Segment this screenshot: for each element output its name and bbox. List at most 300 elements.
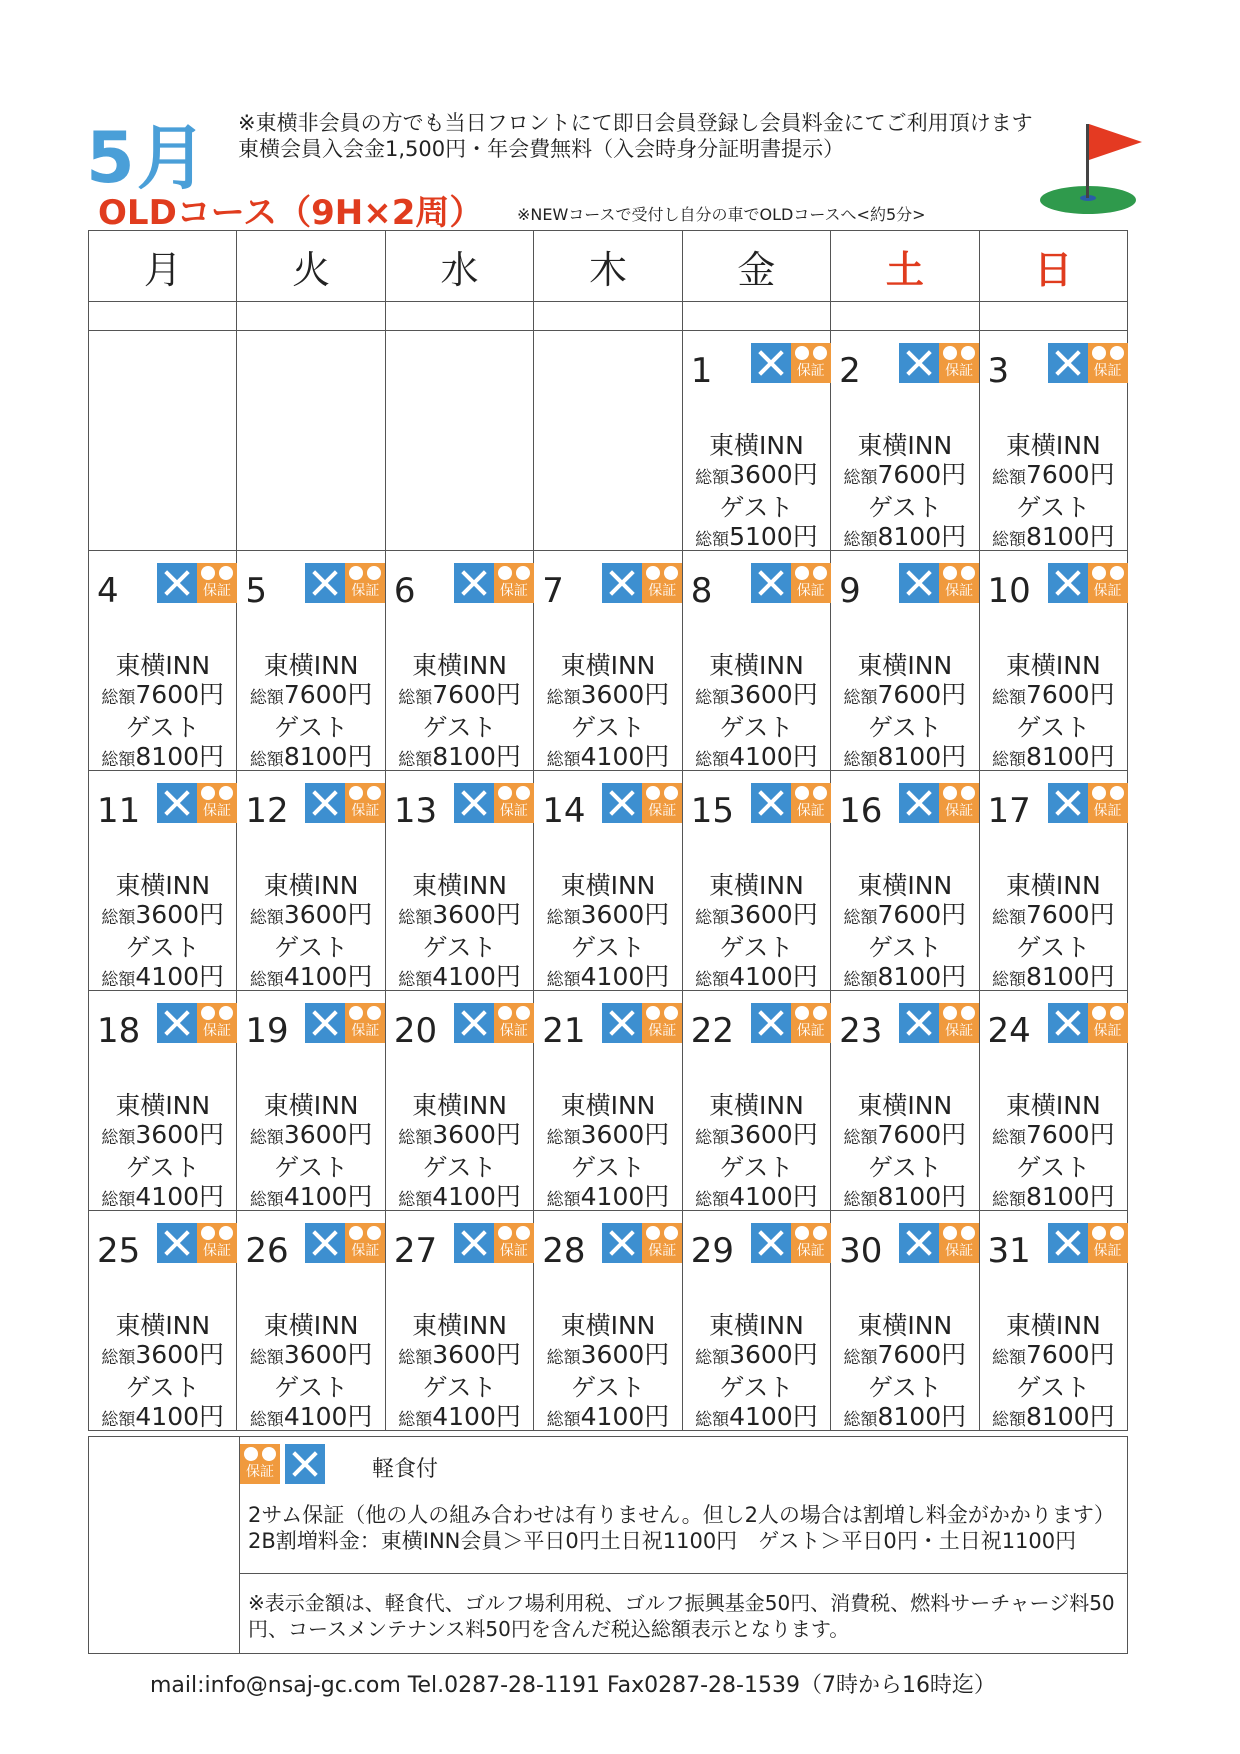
inn-label: 東横INN <box>709 431 804 460</box>
inn-label: 東横INN <box>1005 1311 1101 1340</box>
guarantee-icon: 保証 <box>345 1003 385 1043</box>
guarantee-icon: 保証 <box>1088 1003 1128 1043</box>
meal-icon <box>157 783 197 823</box>
guest-price: 総額4100円 <box>398 1402 521 1431</box>
inn-label: 東横INN <box>412 871 507 900</box>
inn-label: 東横INN <box>412 1311 507 1340</box>
price-block <box>89 1091 236 1215</box>
guest-label: ゲスト <box>422 1373 497 1402</box>
membership-note-line1: ※東横非会員の方でも当日フロントにて即日会員登録し会員料金にてご利用頂けます <box>238 111 1033 135</box>
guarantee-icon: 保証 <box>939 343 979 383</box>
guest-label: ゲスト <box>570 933 645 962</box>
legend-rules <box>248 1502 1115 1554</box>
inn-price: 総額3600円 <box>695 460 818 489</box>
week-row <box>89 991 1128 1211</box>
inn-price: 総額3600円 <box>398 1120 521 1149</box>
guest-price: 総額4100円 <box>398 1182 521 1211</box>
guest-price: 総額4100円 <box>249 962 373 991</box>
guest-label: ゲスト <box>125 1153 200 1182</box>
meal-icon <box>157 1003 197 1043</box>
spacer-row <box>89 302 1128 331</box>
guarantee-icon: 保証 <box>642 563 682 603</box>
day-cell <box>979 331 1127 551</box>
inn-label: 東横INN <box>263 871 359 900</box>
weekday-tue: 火 <box>237 231 385 302</box>
membership-note <box>238 110 1033 162</box>
guest-price: 総額8100円 <box>991 1182 1115 1211</box>
guarantee-icon: 保証 <box>494 563 534 603</box>
day-number: 26 <box>245 1231 289 1271</box>
guest-price: 総額4100円 <box>101 1402 225 1431</box>
day-number: 27 <box>393 1231 438 1271</box>
inn-label: 東横INN <box>115 651 211 680</box>
inn-price: 総額7600円 <box>843 1340 967 1369</box>
guest-price: 総額8100円 <box>991 1402 1115 1431</box>
guarantee-icon: 保証 <box>791 1223 831 1263</box>
meal-icon <box>602 563 642 603</box>
inn-label: 東横INN <box>709 1311 804 1340</box>
inn-price: 総額3600円 <box>695 1120 818 1149</box>
inn-price: 総額7600円 <box>843 900 967 929</box>
weekday-fri: 金 <box>682 231 830 302</box>
day-cell <box>682 331 830 551</box>
inn-label: 東横INN <box>857 1091 953 1120</box>
day-cell <box>534 551 682 771</box>
day-number: 31 <box>987 1231 1031 1271</box>
guarantee-icon: 保証 <box>240 1444 280 1484</box>
week-row <box>89 551 1128 771</box>
meal-icon <box>157 563 197 603</box>
guest-price: 総額4100円 <box>695 1182 818 1211</box>
guest-label: ゲスト <box>422 933 497 962</box>
guest-label: ゲスト <box>719 1373 794 1402</box>
price-block <box>386 1311 533 1435</box>
price-block <box>534 1091 681 1215</box>
guest-price: 総額8100円 <box>843 522 967 551</box>
guest-price: 総額8100円 <box>398 742 521 771</box>
guest-label: ゲスト <box>719 493 794 522</box>
guarantee-icon: 保証 <box>791 343 831 383</box>
inn-label: 東横INN <box>709 871 804 900</box>
week-row <box>89 771 1128 991</box>
meal-icon <box>454 783 494 823</box>
meal-icon <box>157 1223 197 1263</box>
guarantee-icon: 保証 <box>494 1223 534 1263</box>
day-cell <box>385 991 533 1211</box>
inn-price: 総額7600円 <box>843 680 967 709</box>
day-number: 21 <box>542 1011 586 1051</box>
guarantee-icon: 保証 <box>345 563 385 603</box>
empty-day-cell <box>89 331 237 551</box>
inn-price: 総額3600円 <box>398 1340 521 1369</box>
day-number: 24 <box>987 1011 1031 1051</box>
guest-price: 総額8100円 <box>991 522 1115 551</box>
inn-label: 東横INN <box>115 1091 211 1120</box>
empty-day-cell <box>237 331 385 551</box>
inn-price: 総額3600円 <box>249 1340 373 1369</box>
guest-price: 総額4100円 <box>695 742 818 771</box>
price-block <box>980 1311 1127 1435</box>
inn-price: 総額3600円 <box>101 1120 225 1149</box>
guest-label: ゲスト <box>1016 493 1091 522</box>
course-note: ※NEWコースで受付し自分の車でOLDコースへ<約5分> <box>517 205 926 224</box>
guest-price: 総額8100円 <box>991 962 1115 991</box>
price-block <box>683 1091 830 1215</box>
guarantee-icon: 保証 <box>939 563 979 603</box>
inn-price: 総額7600円 <box>991 680 1115 709</box>
guest-label: ゲスト <box>719 713 794 742</box>
day-number: 30 <box>839 1231 883 1271</box>
guest-price: 総額4100円 <box>695 1402 818 1431</box>
guest-price: 総額8100円 <box>249 742 373 771</box>
day-cell <box>831 991 979 1211</box>
guarantee-icon: 保証 <box>197 1003 237 1043</box>
guest-label: ゲスト <box>1016 713 1091 742</box>
inn-price: 総額7600円 <box>991 460 1115 489</box>
inn-label: 東横INN <box>709 1091 804 1120</box>
guest-price: 総額8100円 <box>991 742 1115 771</box>
price-block <box>980 1091 1127 1215</box>
guest-price: 総額5100円 <box>695 522 818 551</box>
guarantee-icon: 保証 <box>345 1223 385 1263</box>
inn-price: 総額7600円 <box>398 680 521 709</box>
inn-label: 東横INN <box>115 1311 211 1340</box>
week-row <box>89 1211 1128 1431</box>
inn-label: 東横INN <box>857 871 953 900</box>
day-number: 1 <box>690 351 713 391</box>
day-cell <box>831 551 979 771</box>
meal-icon <box>602 1003 642 1043</box>
day-number: 10 <box>987 571 1031 611</box>
meal-icon <box>1048 1003 1088 1043</box>
inn-label: 東横INN <box>263 1311 359 1340</box>
price-block <box>237 1091 384 1215</box>
guest-label: ゲスト <box>274 1373 349 1402</box>
price-block <box>386 1091 533 1215</box>
day-cell <box>682 1211 830 1431</box>
guest-label: ゲスト <box>125 1373 200 1402</box>
guarantee-icon: 保証 <box>1088 343 1128 383</box>
inn-label: 東横INN <box>560 871 656 900</box>
day-cell <box>89 1211 237 1431</box>
inn-price: 総額3600円 <box>101 900 225 929</box>
meal-icon <box>751 1223 791 1263</box>
day-number: 28 <box>542 1231 586 1271</box>
inn-label: 東横INN <box>857 651 953 680</box>
day-cell <box>385 1211 533 1431</box>
guest-price: 総額4100円 <box>546 1182 670 1211</box>
membership-note-line2: 東横会員入会金1,500円・年会費無料（入会時身分証明書提示） <box>238 137 845 161</box>
legend-meal-label: 軽食付 <box>372 1457 439 1482</box>
course-title: OLDコース（9H×2周） <box>98 193 484 233</box>
inn-label: 東横INN <box>412 651 507 680</box>
price-block <box>683 431 830 555</box>
guest-label: ゲスト <box>719 933 794 962</box>
guest-price: 総額4100円 <box>101 1182 225 1211</box>
day-cell <box>89 551 237 771</box>
inn-price: 総額7600円 <box>991 1120 1115 1149</box>
inn-label: 東横INN <box>1005 431 1101 460</box>
contact-info: mail:info@nsaj-gc.com Tel.0287-28-1191 Fax0287-28-1539（7時から16時迄） <box>150 1673 996 1698</box>
inn-price: 総額7600円 <box>991 900 1115 929</box>
day-number: 13 <box>393 791 438 831</box>
price-block <box>683 1311 830 1435</box>
guest-price: 総額4100円 <box>695 962 818 991</box>
inn-label: 東横INN <box>857 1311 953 1340</box>
meal-icon <box>285 1444 325 1484</box>
meal-icon <box>751 563 791 603</box>
guarantee-icon: 保証 <box>791 783 831 823</box>
inn-price: 総額3600円 <box>546 1340 670 1369</box>
inn-label: 東横INN <box>560 1091 656 1120</box>
golf-flag-icon <box>1038 118 1148 218</box>
day-cell <box>237 991 385 1211</box>
guest-label: ゲスト <box>867 1373 942 1402</box>
day-cell <box>237 771 385 991</box>
meal-icon <box>1048 1223 1088 1263</box>
guarantee-icon: 保証 <box>939 1003 979 1043</box>
meal-icon <box>1048 783 1088 823</box>
inn-price: 総額7600円 <box>843 460 967 489</box>
inn-label: 東横INN <box>1005 1091 1101 1120</box>
meal-icon <box>454 563 494 603</box>
guarantee-icon: 保証 <box>939 1223 979 1263</box>
day-number: 8 <box>690 571 713 611</box>
day-number: 6 <box>393 571 416 611</box>
guest-label: ゲスト <box>125 713 200 742</box>
inn-price: 総額7600円 <box>843 1120 967 1149</box>
meal-icon <box>1048 343 1088 383</box>
guest-price: 総額8100円 <box>843 742 967 771</box>
price-block <box>89 651 236 775</box>
guest-price: 総額8100円 <box>843 1182 967 1211</box>
guest-price: 総額4100円 <box>249 1402 373 1431</box>
guest-price: 総額4100円 <box>546 742 670 771</box>
day-number: 16 <box>839 791 883 831</box>
calendar <box>88 230 1128 1431</box>
day-cell <box>237 1211 385 1431</box>
guest-price: 総額4100円 <box>249 1182 373 1211</box>
guarantee-icon: 保証 <box>197 563 237 603</box>
day-number: 25 <box>97 1231 141 1271</box>
inn-price: 総額3600円 <box>695 900 818 929</box>
guarantee-icon: 保証 <box>1088 1223 1128 1263</box>
meal-icon <box>751 343 791 383</box>
inn-label: 東横INN <box>263 651 359 680</box>
guest-label: ゲスト <box>274 713 349 742</box>
day-cell <box>979 771 1127 991</box>
inn-price: 総額3600円 <box>546 900 670 929</box>
price-block <box>683 871 830 995</box>
day-cell <box>682 771 830 991</box>
day-number: 14 <box>542 791 586 831</box>
guest-price: 総額8100円 <box>843 962 967 991</box>
guest-label: ゲスト <box>867 493 942 522</box>
day-cell <box>385 551 533 771</box>
day-number: 12 <box>245 791 289 831</box>
inn-label: 東横INN <box>1005 651 1101 680</box>
day-number: 23 <box>839 1011 883 1051</box>
guarantee-icon: 保証 <box>197 1223 237 1263</box>
guarantee-icon: 保証 <box>791 563 831 603</box>
meal-icon <box>454 1223 494 1263</box>
guest-label: ゲスト <box>719 1153 794 1182</box>
guest-label: ゲスト <box>570 713 645 742</box>
price-block <box>237 871 384 995</box>
price-block <box>831 1091 978 1215</box>
day-number: 7 <box>542 571 564 611</box>
inn-price: 総額7600円 <box>991 1340 1115 1369</box>
guarantee-icon: 保証 <box>642 1223 682 1263</box>
price-block <box>89 871 236 995</box>
guarantee-icon: 保証 <box>494 1003 534 1043</box>
day-number: 9 <box>839 571 861 611</box>
day-cell <box>979 991 1127 1211</box>
day-cell <box>979 551 1127 771</box>
day-number: 15 <box>690 791 734 831</box>
day-number: 29 <box>690 1231 734 1271</box>
rule-line1: 2サム保証（他の人の組み合わせは有りません。但し2人の場合は割増し料金がかかります） <box>248 1503 1115 1527</box>
guest-label: ゲスト <box>1016 1153 1091 1182</box>
guarantee-icon: 保証 <box>939 783 979 823</box>
empty-day-cell <box>534 331 682 551</box>
meal-icon <box>899 1003 939 1043</box>
guest-price: 総額8100円 <box>101 742 225 771</box>
price-block <box>89 1311 236 1435</box>
inn-label: 東横INN <box>412 1091 507 1120</box>
guest-price: 総額4100円 <box>546 962 670 991</box>
day-cell <box>385 771 533 991</box>
inn-price: 総額3600円 <box>249 900 373 929</box>
price-block <box>980 431 1127 555</box>
day-cell <box>831 331 979 551</box>
price-block <box>831 1311 978 1435</box>
inn-price: 総額3600円 <box>546 680 670 709</box>
inn-label: 東横INN <box>1005 871 1101 900</box>
price-block <box>980 651 1127 775</box>
day-cell <box>89 771 237 991</box>
weekday-sat: 土 <box>831 231 979 302</box>
day-number: 3 <box>987 351 1010 391</box>
inn-label: 東横INN <box>560 651 656 680</box>
price-block <box>534 871 681 995</box>
guest-label: ゲスト <box>1016 1373 1091 1402</box>
day-number: 18 <box>97 1011 141 1051</box>
day-number: 22 <box>690 1011 734 1051</box>
meal-icon <box>305 783 345 823</box>
day-number: 5 <box>245 571 268 611</box>
inn-price: 総額3600円 <box>249 1120 373 1149</box>
day-number: 19 <box>245 1011 289 1051</box>
day-number: 20 <box>393 1011 438 1051</box>
weekday-thu: 木 <box>534 231 682 302</box>
guest-label: ゲスト <box>422 713 497 742</box>
price-block <box>980 871 1127 995</box>
day-cell <box>682 551 830 771</box>
guest-label: ゲスト <box>570 1153 645 1182</box>
price-block <box>237 1311 384 1435</box>
price-block <box>831 431 978 555</box>
meal-icon <box>899 343 939 383</box>
meal-icon <box>602 1223 642 1263</box>
inn-label: 東横INN <box>263 1091 359 1120</box>
meal-icon <box>602 783 642 823</box>
guest-label: ゲスト <box>274 933 349 962</box>
inn-price: 総額3600円 <box>101 1340 225 1369</box>
price-block <box>831 651 978 775</box>
price-block <box>534 651 681 775</box>
day-number: 17 <box>987 791 1031 831</box>
inn-price: 総額3600円 <box>398 900 521 929</box>
guarantee-icon: 保証 <box>791 1003 831 1043</box>
guest-label: ゲスト <box>867 933 942 962</box>
day-cell <box>534 991 682 1211</box>
meal-icon <box>899 563 939 603</box>
inn-price: 総額3600円 <box>695 680 818 709</box>
price-block <box>386 651 533 775</box>
meal-icon <box>899 1223 939 1263</box>
price-block <box>683 651 830 775</box>
guest-label: ゲスト <box>570 1373 645 1402</box>
inn-price: 総額3600円 <box>546 1120 670 1149</box>
guest-price: 総額4100円 <box>546 1402 670 1431</box>
meal-icon <box>899 783 939 823</box>
meal-icon <box>305 563 345 603</box>
inn-label: 東横INN <box>560 1311 656 1340</box>
guest-label: ゲスト <box>422 1153 497 1182</box>
guarantee-icon: 保証 <box>1088 563 1128 603</box>
price-block <box>237 651 384 775</box>
guarantee-icon: 保証 <box>494 783 534 823</box>
price-block <box>534 1311 681 1435</box>
meal-icon <box>751 783 791 823</box>
day-number: 4 <box>97 571 119 611</box>
guest-price: 総額4100円 <box>398 962 521 991</box>
empty-day-cell <box>385 331 533 551</box>
weekday-mon: 月 <box>89 231 237 302</box>
day-cell <box>237 551 385 771</box>
month-title: 5月 <box>86 117 209 199</box>
meal-icon <box>305 1003 345 1043</box>
day-cell <box>682 991 830 1211</box>
meal-icon <box>305 1223 345 1263</box>
day-number: 2 <box>839 351 861 391</box>
guarantee-icon: 保証 <box>642 1003 682 1043</box>
meal-icon <box>454 1003 494 1043</box>
inn-label: 東横INN <box>709 651 804 680</box>
price-block <box>831 871 978 995</box>
weekday-header-row <box>89 231 1128 302</box>
guest-price: 総額8100円 <box>843 1402 967 1431</box>
guest-price: 総額4100円 <box>101 962 225 991</box>
inn-label: 東横INN <box>857 431 953 460</box>
inn-price: 総額7600円 <box>249 680 373 709</box>
guarantee-icon: 保証 <box>1088 783 1128 823</box>
rule-line2: 2B割増料金：東横INN会員＞平日0円土日祝1100円 ゲスト＞平日0円・土日祝1100円 <box>248 1529 1077 1553</box>
guest-label: ゲスト <box>274 1153 349 1182</box>
day-cell <box>831 771 979 991</box>
day-cell <box>89 991 237 1211</box>
day-number: 11 <box>97 791 141 831</box>
guarantee-icon: 保証 <box>197 783 237 823</box>
price-footnote: ※表示金額は、軽食代、ゴルフ場利用税、ゴルフ振興基金50円、消費税、燃料サーチャージ料50円、コースメンテナンス料50円を含んだ税込総額表示となります。 <box>248 1591 1115 1641</box>
week-row <box>89 331 1128 551</box>
guest-label: ゲスト <box>867 1153 942 1182</box>
inn-price: 総額3600円 <box>695 1340 818 1369</box>
day-cell <box>534 1211 682 1431</box>
meal-icon <box>751 1003 791 1043</box>
day-cell <box>831 1211 979 1431</box>
